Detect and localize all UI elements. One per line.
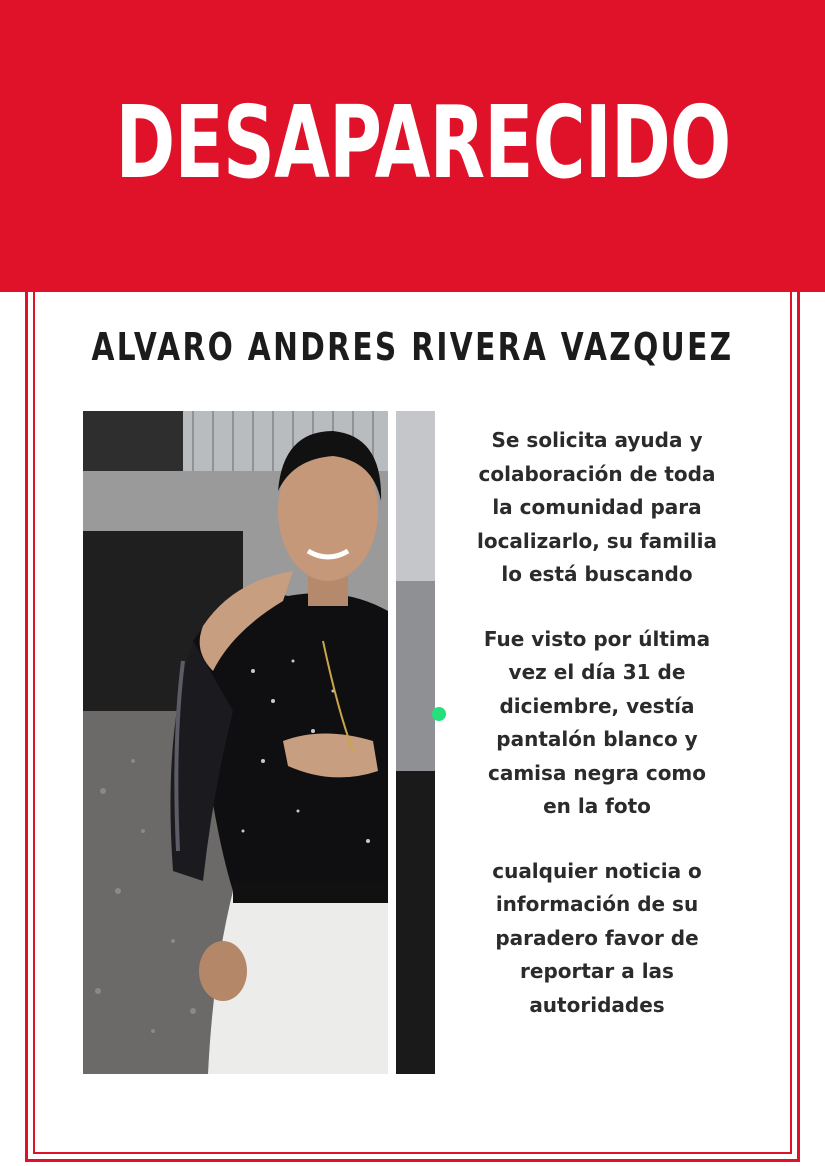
last-seen-paragraph: Fue visto por última vez el día 31 de diciembre, vestía pantalón blanco y camisa negra como en la foto — [483, 626, 711, 818]
report-instructions-paragraph: cualquier noticia o información de su paradero favor de reportar a las autoridades — [492, 858, 702, 1017]
info-text-block — [452, 424, 742, 1022]
green-dot-marker — [432, 707, 446, 721]
missing-person-name: ALVARO ANDRES RIVERA VAZQUEZ — [91, 325, 734, 369]
header-banner — [0, 0, 825, 292]
headline: DESAPARECIDO — [115, 84, 731, 201]
missing-person-photo — [83, 411, 435, 1074]
help-request-paragraph: Se solicita ayuda y colaboración de toda la comunidad para localizarlo, su familia lo está buscando — [476, 428, 718, 586]
